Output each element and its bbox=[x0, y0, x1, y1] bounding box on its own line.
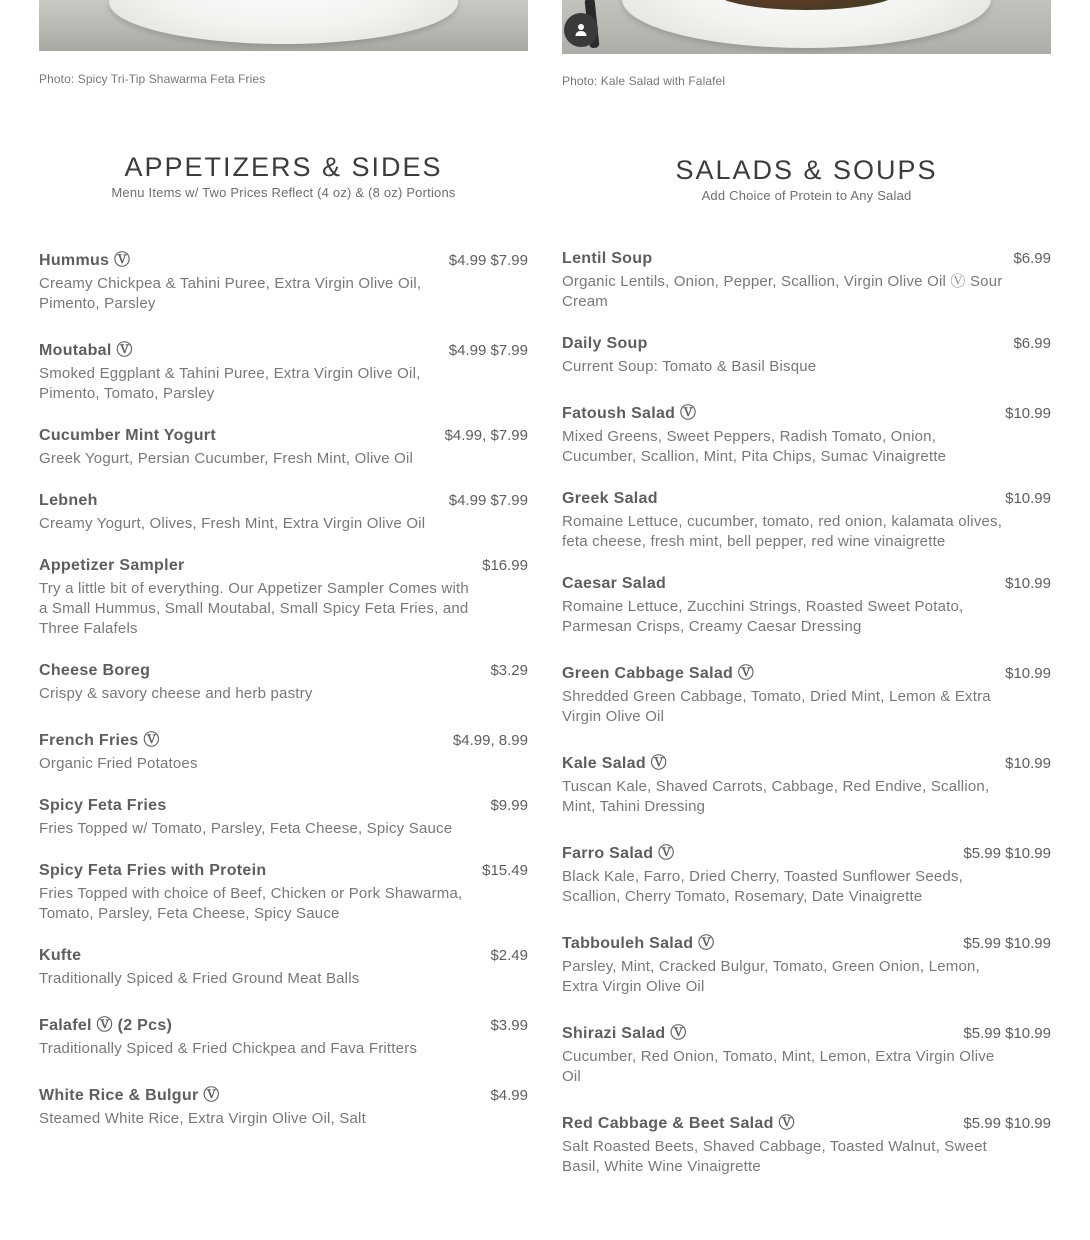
menu-list bbox=[39, 247, 528, 1129]
item-description: Smoked Eggplant & Tahini Puree, Extra Virgin Olive Oil, Pimento, Tomato, Parsley bbox=[39, 365, 421, 402]
item-description: Salt Roasted Beets, Shaved Cabbage, Toasted Walnut, Sweet Basil, White Wine Vinaigrette bbox=[562, 1138, 987, 1175]
item-name: Fatoush Salad Ⓥ bbox=[562, 405, 697, 422]
menu-item bbox=[562, 750, 1051, 817]
menu-item bbox=[39, 862, 528, 924]
item-description: Mixed Greens, Sweet Peppers, Radish Tomato, Onion, Cucumber, Scallion, Mint, Pita Chips, Sumac Vinaigrette bbox=[562, 428, 947, 465]
item-description: Greek Yogurt, Persian Cucumber, Fresh Mint, Olive Oil bbox=[39, 450, 414, 467]
section-title: APPETIZERS & SIDES bbox=[124, 152, 443, 182]
item-name: Green Cabbage Salad Ⓥ bbox=[562, 665, 755, 682]
menu-item bbox=[39, 797, 528, 839]
item-price: $2.49 bbox=[490, 947, 528, 964]
item-price: $4.99 $7.99 bbox=[448, 342, 528, 359]
menu-item bbox=[562, 1020, 1051, 1087]
item-price: $10.99 bbox=[1005, 405, 1051, 422]
item-name: Appetizer Sampler bbox=[39, 557, 185, 574]
item-description: Cucumber, Red Onion, Tomato, Mint, Lemon, Extra Virgin Olive Oil bbox=[562, 1048, 995, 1085]
item-price: $16.99 bbox=[482, 557, 528, 574]
bowl-image bbox=[109, 0, 458, 44]
photo-credit-button[interactable] bbox=[564, 13, 598, 47]
item-description: Creamy Chickpea & Tahini Puree, Extra Virgin Olive Oil, Pimento, Parsley bbox=[39, 275, 422, 312]
item-price: $4.99, $7.99 bbox=[444, 427, 528, 444]
user-icon bbox=[573, 22, 589, 38]
menu-item bbox=[562, 1110, 1051, 1177]
item-description: Traditionally Spiced & Fried Chickpea and Fava Fritters bbox=[39, 1040, 418, 1057]
item-name: Greek Salad bbox=[562, 490, 658, 507]
item-name: Tabbouleh Salad Ⓥ bbox=[562, 935, 715, 952]
item-name: Kale Salad Ⓥ bbox=[562, 755, 667, 772]
section-subtitle: Menu Items w/ Two Prices Reflect (4 oz) & (8 oz) Portions bbox=[111, 185, 456, 200]
item-price: $4.99, 8.99 bbox=[452, 732, 528, 749]
item-name: Red Cabbage & Beet Salad Ⓥ bbox=[562, 1115, 795, 1132]
item-description: Parsley, Mint, Cracked Bulgur, Tomato, Green Onion, Lemon, Extra Virgin Olive Oil bbox=[562, 958, 980, 995]
item-price: $3.29 bbox=[490, 662, 528, 679]
menu-item bbox=[562, 335, 1051, 377]
item-name: Daily Soup bbox=[562, 335, 648, 352]
menu-item bbox=[39, 947, 528, 989]
item-name: Lentil Soup bbox=[562, 250, 653, 267]
item-price: $10.99 bbox=[1005, 665, 1051, 682]
item-name: Hummus Ⓥ bbox=[39, 252, 131, 269]
item-name: Caesar Salad bbox=[562, 575, 667, 592]
item-description: Shredded Green Cabbage, Tomato, Dried Mint, Lemon & Extra Virgin Olive Oil bbox=[562, 688, 991, 725]
item-price: $10.99 bbox=[1005, 755, 1051, 772]
menu-item bbox=[562, 250, 1051, 312]
menu-list bbox=[562, 250, 1051, 1177]
item-name: Cucumber Mint Yogurt bbox=[39, 427, 216, 444]
menu-item bbox=[562, 840, 1051, 907]
menu-item bbox=[39, 557, 528, 639]
section-title: SALADS & SOUPS bbox=[675, 155, 938, 185]
menu-item bbox=[562, 660, 1051, 727]
item-price: $6.99 bbox=[1013, 335, 1051, 352]
item-name: French Fries Ⓥ bbox=[39, 732, 160, 749]
item-name: Spicy Feta Fries with Protein bbox=[39, 862, 267, 879]
item-description: Steamed White Rice, Extra Virgin Olive Oil, Salt bbox=[39, 1110, 366, 1127]
item-description: Romaine Lettuce, Zucchini Strings, Roasted Sweet Potato, Parmesan Crisps, Creamy Caesar Dressing bbox=[562, 598, 964, 635]
item-description: Romaine Lettuce, cucumber, tomato, red onion, kalamata olives, feta cheese, fresh mint, bell pepper, red wine vinaigrette bbox=[562, 513, 1003, 550]
item-description: Traditionally Spiced & Fried Ground Meat Balls bbox=[39, 970, 360, 987]
item-description: Fries Topped with choice of Beef, Chicken or Pork Shawarma, Tomato, Parsley, Feta Cheese, Spicy Sauce bbox=[39, 885, 463, 922]
menu-item bbox=[562, 575, 1051, 637]
item-description: Organic Lentils, Onion, Pepper, Scallion, Virgin Olive Oil Ⓥ Sour Cream bbox=[562, 273, 1003, 310]
appetizers-column bbox=[39, 0, 528, 1152]
menu-item bbox=[562, 930, 1051, 997]
menu-item bbox=[39, 337, 528, 404]
item-price: $10.99 bbox=[1005, 490, 1051, 507]
section-header bbox=[562, 154, 1051, 203]
item-price: $5.99 $10.99 bbox=[963, 1115, 1051, 1132]
item-price: $15.49 bbox=[482, 862, 528, 879]
item-name: Lebneh bbox=[39, 492, 98, 509]
item-description: Organic Fried Potatoes bbox=[39, 755, 198, 772]
item-name: Falafel Ⓥ (2 Pcs) bbox=[39, 1017, 173, 1034]
item-price: $10.99 bbox=[1005, 575, 1051, 592]
item-description: Creamy Yogurt, Olives, Fresh Mint, Extra Virgin Olive Oil bbox=[39, 515, 426, 532]
photo-caption: Photo: Spicy Tri-Tip Shawarma Feta Fries bbox=[39, 72, 266, 86]
section-header bbox=[39, 151, 528, 200]
menu-item bbox=[39, 1012, 528, 1059]
menu-item bbox=[39, 727, 528, 774]
item-price: $5.99 $10.99 bbox=[963, 935, 1051, 952]
item-name: White Rice & Bulgur Ⓥ bbox=[39, 1087, 220, 1104]
item-price: $4.99 $7.99 bbox=[448, 492, 528, 509]
menu-item bbox=[562, 400, 1051, 467]
item-price: $9.99 bbox=[490, 797, 528, 814]
item-description: Try a little bit of everything. Our Appetizer Sampler Comes with a Small Hummus, Small Moutabal, Small Spicy Feta Fries, and Three Falafels bbox=[39, 580, 469, 637]
item-price: $4.99 $7.99 bbox=[448, 252, 528, 269]
menu-item bbox=[39, 492, 528, 534]
item-name: Farro Salad Ⓥ bbox=[562, 845, 675, 862]
item-price: $4.99 bbox=[490, 1087, 528, 1104]
photo-caption: Photo: Kale Salad with Falafel bbox=[562, 74, 726, 88]
item-description: Crispy & savory cheese and herb pastry bbox=[39, 685, 313, 702]
menu-item bbox=[562, 490, 1051, 552]
menu-item bbox=[39, 1082, 528, 1129]
menu-item bbox=[39, 247, 528, 314]
photo-kale-salad[interactable] bbox=[562, 0, 1051, 54]
item-name: Moutabal Ⓥ bbox=[39, 342, 133, 359]
item-name: Spicy Feta Fries bbox=[39, 797, 167, 814]
item-price: $3.99 bbox=[490, 1017, 528, 1034]
item-name: Kufte bbox=[39, 947, 82, 964]
section-subtitle: Add Choice of Protein to Any Salad bbox=[701, 188, 912, 203]
salads-column bbox=[562, 0, 1051, 1200]
photo-spicy-feta-fries[interactable] bbox=[39, 0, 528, 51]
item-description: Tuscan Kale, Shaved Carrots, Cabbage, Red Endive, Scallion, Mint, Tahini Dressing bbox=[562, 778, 990, 815]
item-price: $6.99 bbox=[1013, 250, 1051, 267]
item-description: Black Kale, Farro, Dried Cherry, Toasted Sunflower Seeds, Scallion, Cherry Tomato, Rosemary, Date Vinaigrette bbox=[562, 868, 964, 905]
item-description: Fries Topped w/ Tomato, Parsley, Feta Cheese, Spicy Sauce bbox=[39, 820, 453, 837]
item-description: Current Soup: Tomato & Basil Bisque bbox=[562, 358, 817, 375]
item-price: $5.99 $10.99 bbox=[963, 845, 1051, 862]
menu-item bbox=[39, 662, 528, 704]
item-name: Cheese Boreg bbox=[39, 662, 151, 679]
item-price: $5.99 $10.99 bbox=[963, 1025, 1051, 1042]
item-name: Shirazi Salad Ⓥ bbox=[562, 1025, 687, 1042]
menu-item bbox=[39, 427, 528, 469]
